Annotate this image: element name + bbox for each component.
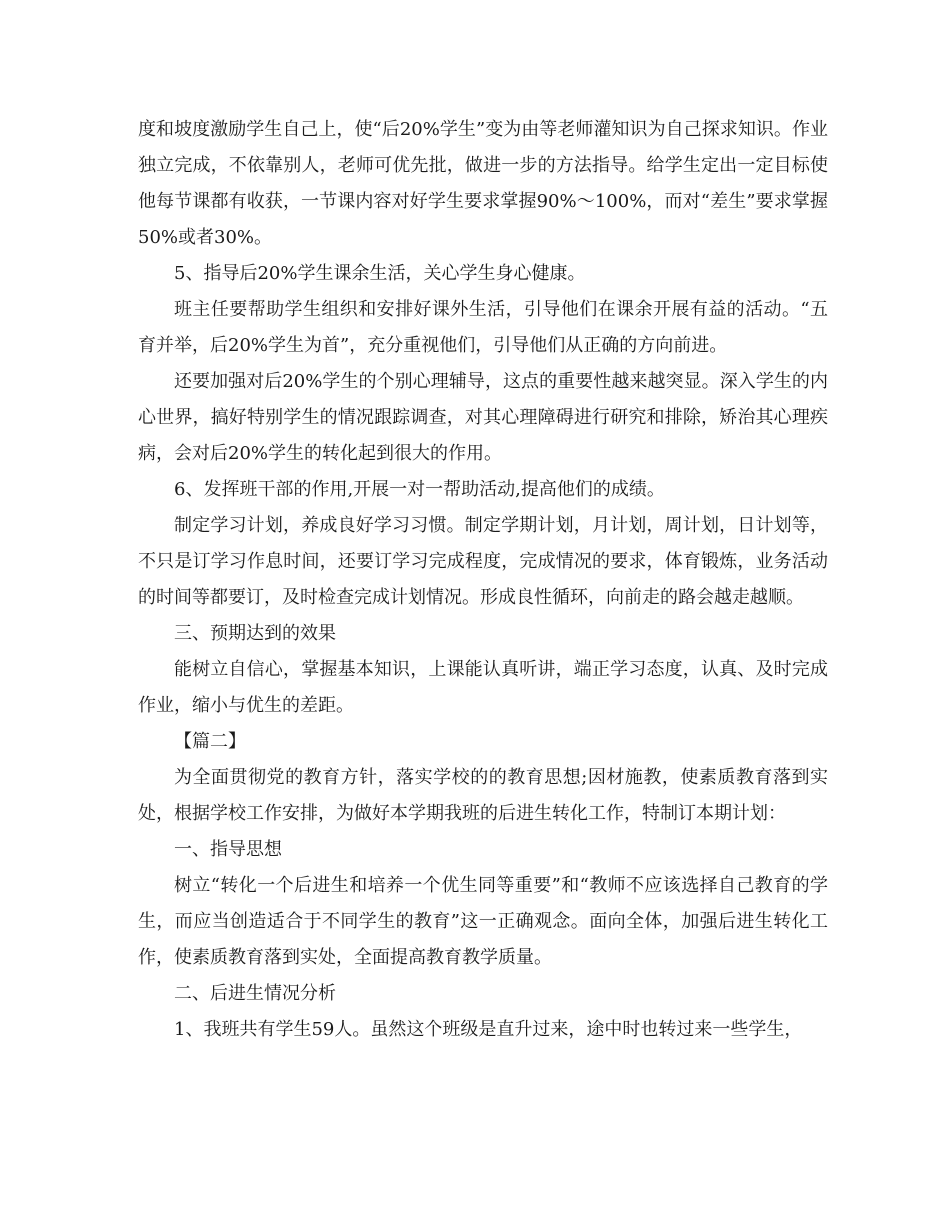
section-heading: 一、指导思想 [174, 839, 282, 860]
paragraph: 1、我班共有学生59人。虽然这个班级是直升过来，途中时也转过来一些学生， [174, 1019, 803, 1040]
section-heading: 三、预期达到的效果 [174, 623, 336, 644]
paragraph: 班主任要帮助学生组织和安排好课外生活，引导他们在课余开展有益的活动。“五育并举，后20%学生为首”，充分重视他们，引导他们从正确的方向前进。 [138, 299, 828, 356]
paragraph: 能树立自信心，掌握基本知识，上课能认真听讲，端正学习态度，认真、及时完成作业，缩小与优生的差距。 [138, 659, 828, 716]
paragraph: 6、发挥班干部的作用,开展一对一帮助活动,提高他们的成绩。 [174, 479, 665, 500]
paragraph: 5、指导后20%学生课余生活，关心学生身心健康。 [174, 263, 586, 284]
paragraph: 制定学习计划，养成良好学习习惯。制定学期计划，月计划，周计划，日计划等，不只是订学习作息时间，还要订学习完成程度，完成情况的要求，体育锻炼，业务活动的时间等都要订，及时检查完成计划情况。形成良性循环，向前走的路会越走越顺。 [138, 515, 828, 608]
section-heading: 二、后进生情况分析 [174, 983, 336, 1004]
paragraph: 还要加强对后20%学生的个别心理辅导，这点的重要性越来越突显。深入学生的内心世界，搞好特别学生的情况跟踪调查，对其心理障碍进行研究和排除，矫治其心理疾病，会对后20%学生的转化起到很大的作用。 [138, 371, 828, 464]
paragraph: 为全面贯彻党的教育方针，落实学校的的教育思想;因材施教，使素质教育落到实处，根据学校工作安排，为做好本学期我班的后进生转化工作，特制订本期计划： [138, 767, 828, 824]
part-heading: 【篇二】 [174, 731, 246, 752]
paragraph: 度和坡度激励学生自己上，使“后20%学生”变为由等老师灌知识为自己探求知识。作业独立完成，不依靠别人，老师可优先批，做进一步的方法指导。给学生定出一定目标使他每节课都有收获，一节课内容对好学生要求掌握90%～100%，而对“差生”要求掌握50%或者30%。 [138, 119, 828, 248]
paragraph: 树立“转化一个后进生和培养一个优生同等重要”和“教师不应该选择自己教育的学生，而应当创造适合于不同学生的教育”这一正确观念。面向全体，加强后进生转化工作，使素质教育落到实处，全面提高教育教学质量。 [138, 875, 828, 968]
document-body [138, 112, 828, 1048]
